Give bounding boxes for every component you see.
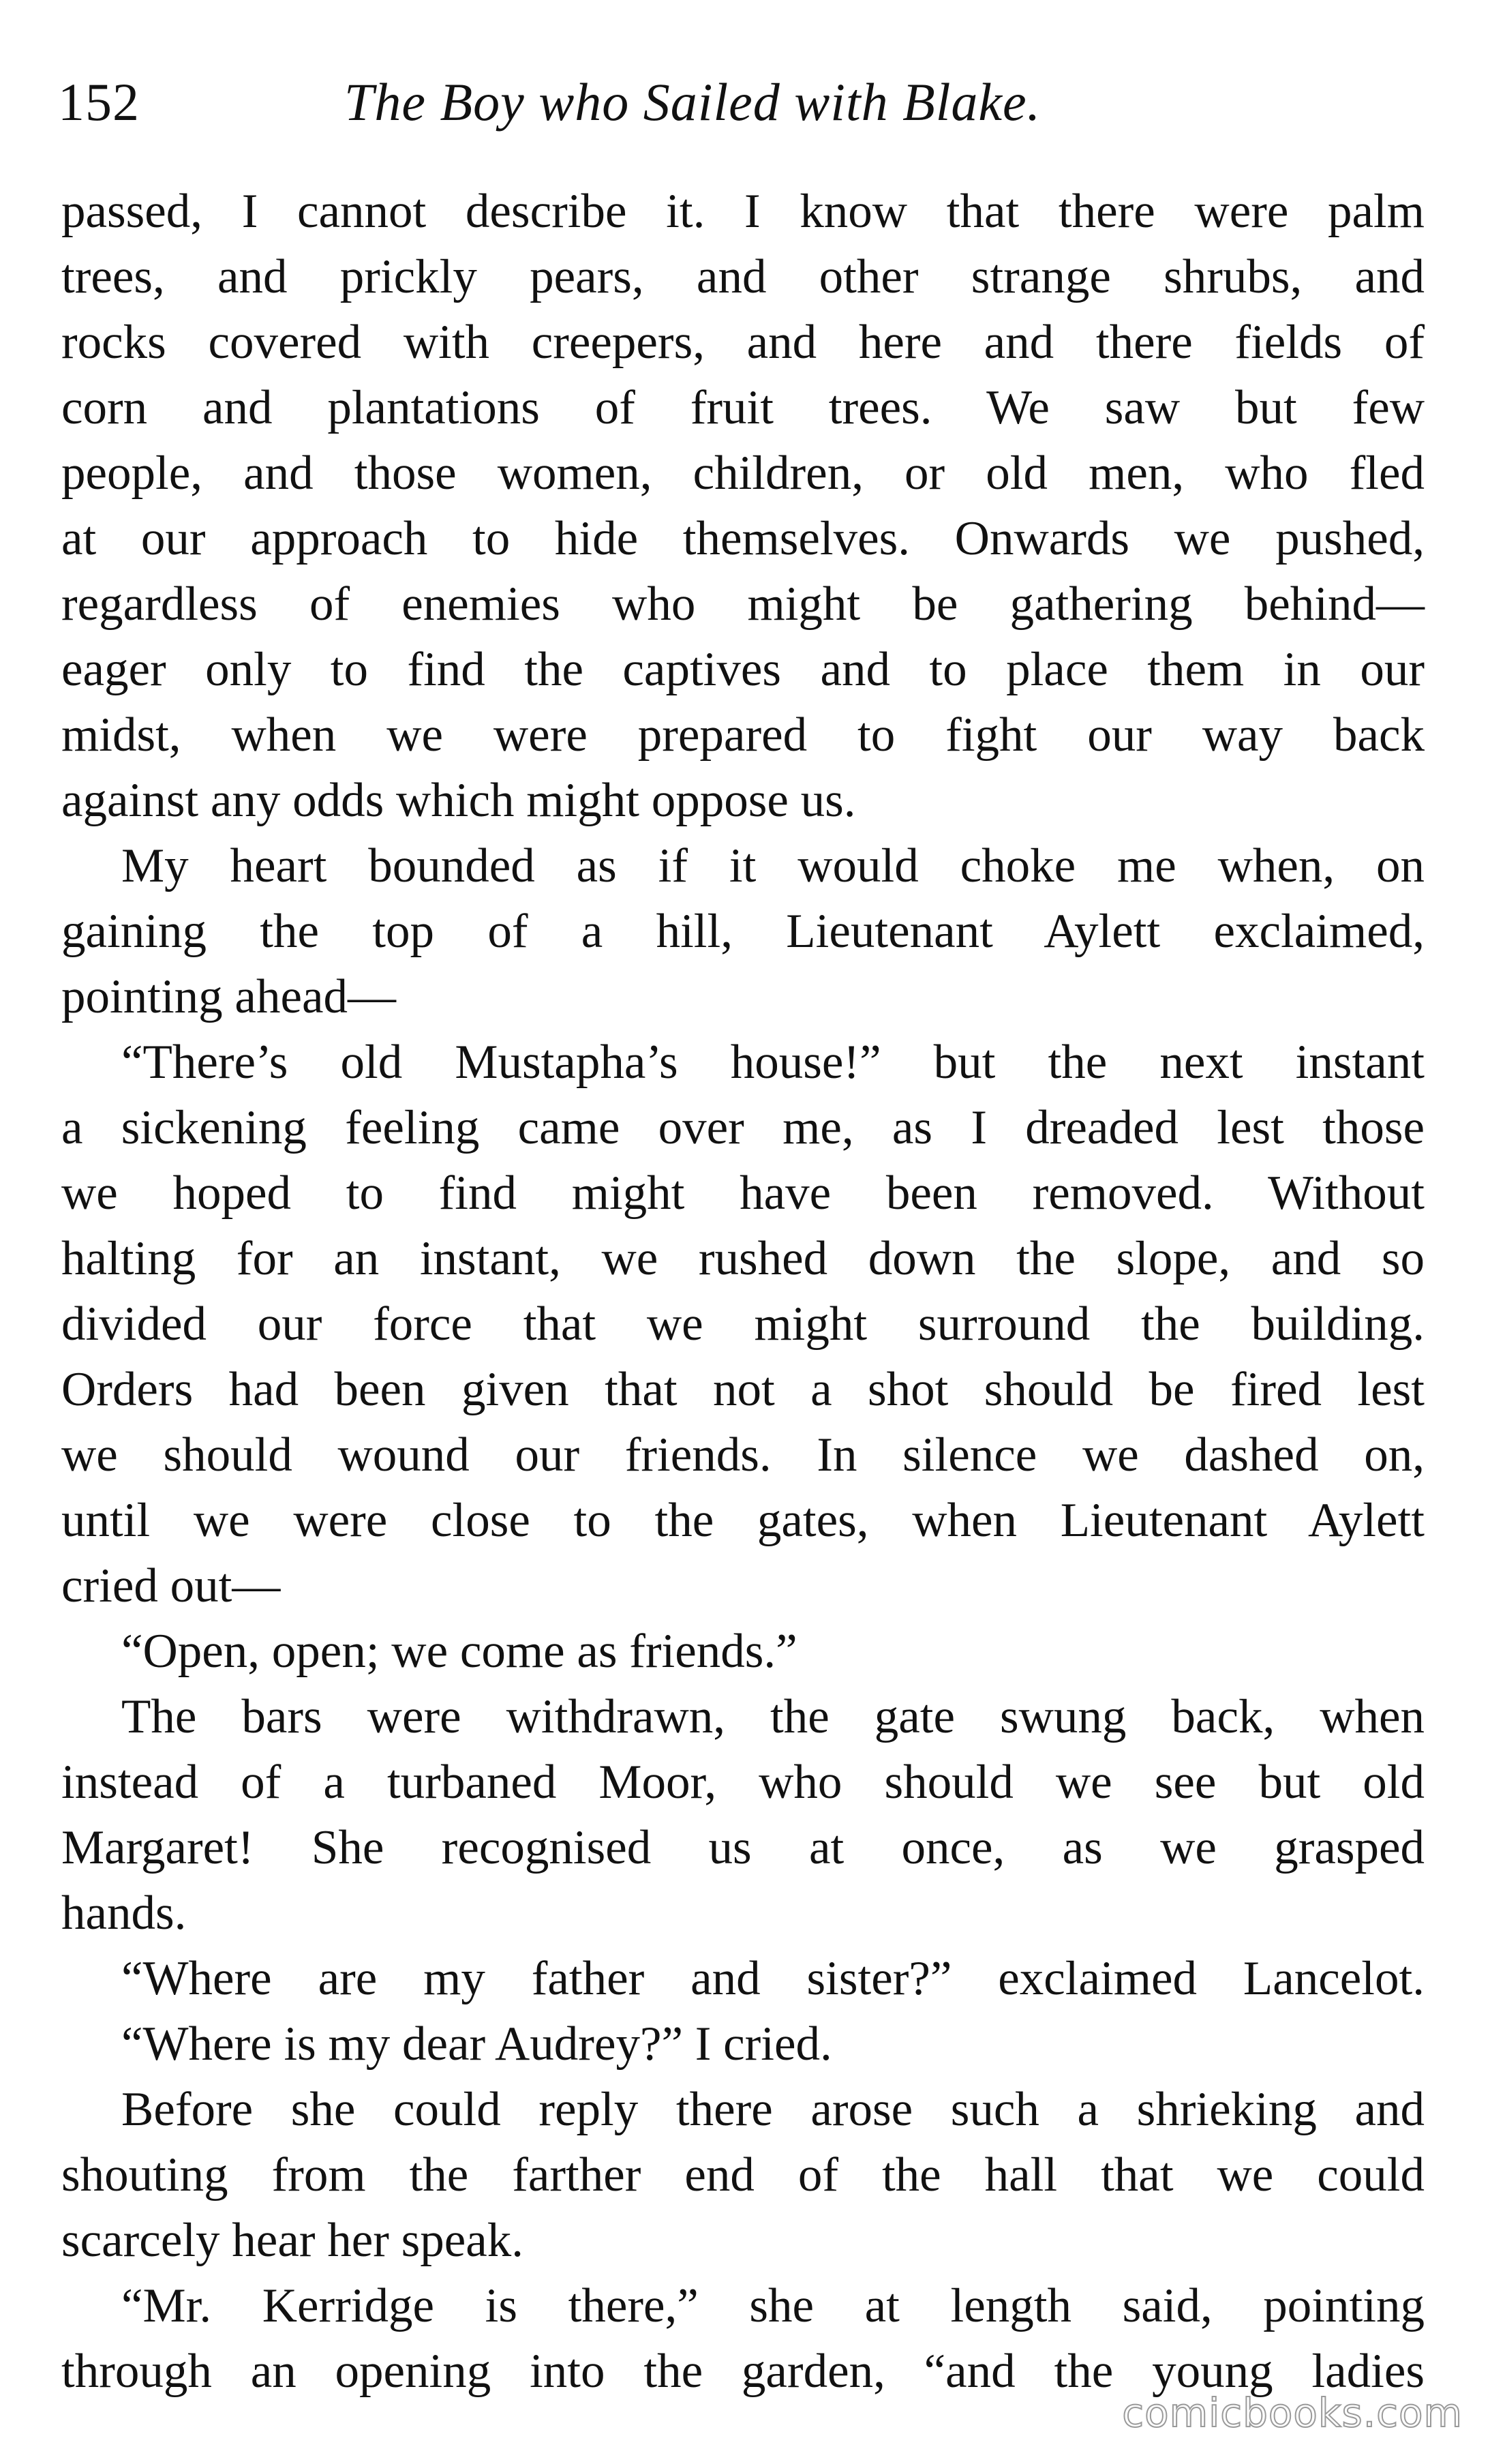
page-header: [58, 65, 1442, 140]
text-line: halting for an instant, we rushed down the slope, and so: [61, 1232, 1425, 1285]
body-text: [61, 179, 1425, 2404]
text-line: “Where is my dear Audrey?” I cried.: [121, 2017, 832, 2071]
text-line: The bars were withdrawn, the gate swung back, when: [121, 1690, 1425, 1743]
running-title: The Boy who Sailed with Blake.: [344, 72, 1042, 132]
text-line: instead of a turbaned Moor, who should we see but old: [61, 1756, 1425, 1809]
text-line: Before she could reply there arose such a shrieking and: [121, 2083, 1425, 2136]
watermark: comicbooks.com: [1122, 2390, 1463, 2436]
text-line: trees, and prickly pears, and other strange shrubs, and: [61, 250, 1425, 303]
text-line: we should wound our friends. In silence we dashed on,: [61, 1428, 1425, 1482]
text-line: shouting from the farther end of the hall that we could: [61, 2148, 1425, 2202]
text-line: midst, when we were prepared to fight our way back: [61, 708, 1425, 762]
text-line: cried out—: [61, 1559, 281, 1612]
text-line: Orders had been given that not a shot should be fired lest: [61, 1363, 1425, 1416]
text-line: regardless of enemies who might be gathering behind—: [61, 577, 1425, 631]
text-line: passed, I cannot describe it. I know that there were palm: [61, 185, 1425, 238]
text-line: “Mr. Kerridge is there,” she at length said, pointing: [121, 2279, 1425, 2332]
text-line: against any odds which might oppose us.: [61, 774, 856, 827]
text-line: people, and those women, children, or old men, who fled: [61, 447, 1425, 500]
text-line: a sickening feeling came over me, as I dreaded lest those: [61, 1101, 1425, 1154]
text-line: “There’s old Mustapha’s house!” but the next instant: [121, 1036, 1425, 1089]
text-line: gaining the top of a hill, Lieutenant Aylett exclaimed,: [61, 905, 1425, 958]
text-line: divided our force that we might surround the building.: [61, 1297, 1425, 1351]
text-line: “Where are my father and sister?” exclaimed Lancelot.: [121, 1952, 1425, 2005]
text-line: at our approach to hide themselves. Onwards we pushed,: [61, 512, 1425, 565]
text-line: we hoped to find might have been removed. Without: [61, 1167, 1425, 1220]
text-line: pointing ahead—: [61, 970, 396, 1023]
text-line: My heart bounded as if it would choke me when, on: [121, 839, 1425, 892]
text-line: until we were close to the gates, when Lieutenant Aylett: [61, 1494, 1425, 1547]
text-line: scarcely hear her speak.: [61, 2214, 524, 2267]
text-line: rocks covered with creepers, and here and there fields of: [61, 316, 1425, 369]
page-number: 152: [58, 72, 140, 132]
text-line: “Open, open; we come as friends.”: [121, 1625, 797, 1678]
text-line: hands.: [61, 1887, 187, 1940]
text-line: through an opening into the garden, “and the young ladies: [61, 2345, 1425, 2398]
text-line: corn and plantations of fruit trees. We saw but few: [61, 381, 1425, 434]
text-line: eager only to find the captives and to place them in our: [61, 643, 1425, 696]
text-line: Margaret! She recognised us at once, as we grasped: [61, 1821, 1425, 1874]
